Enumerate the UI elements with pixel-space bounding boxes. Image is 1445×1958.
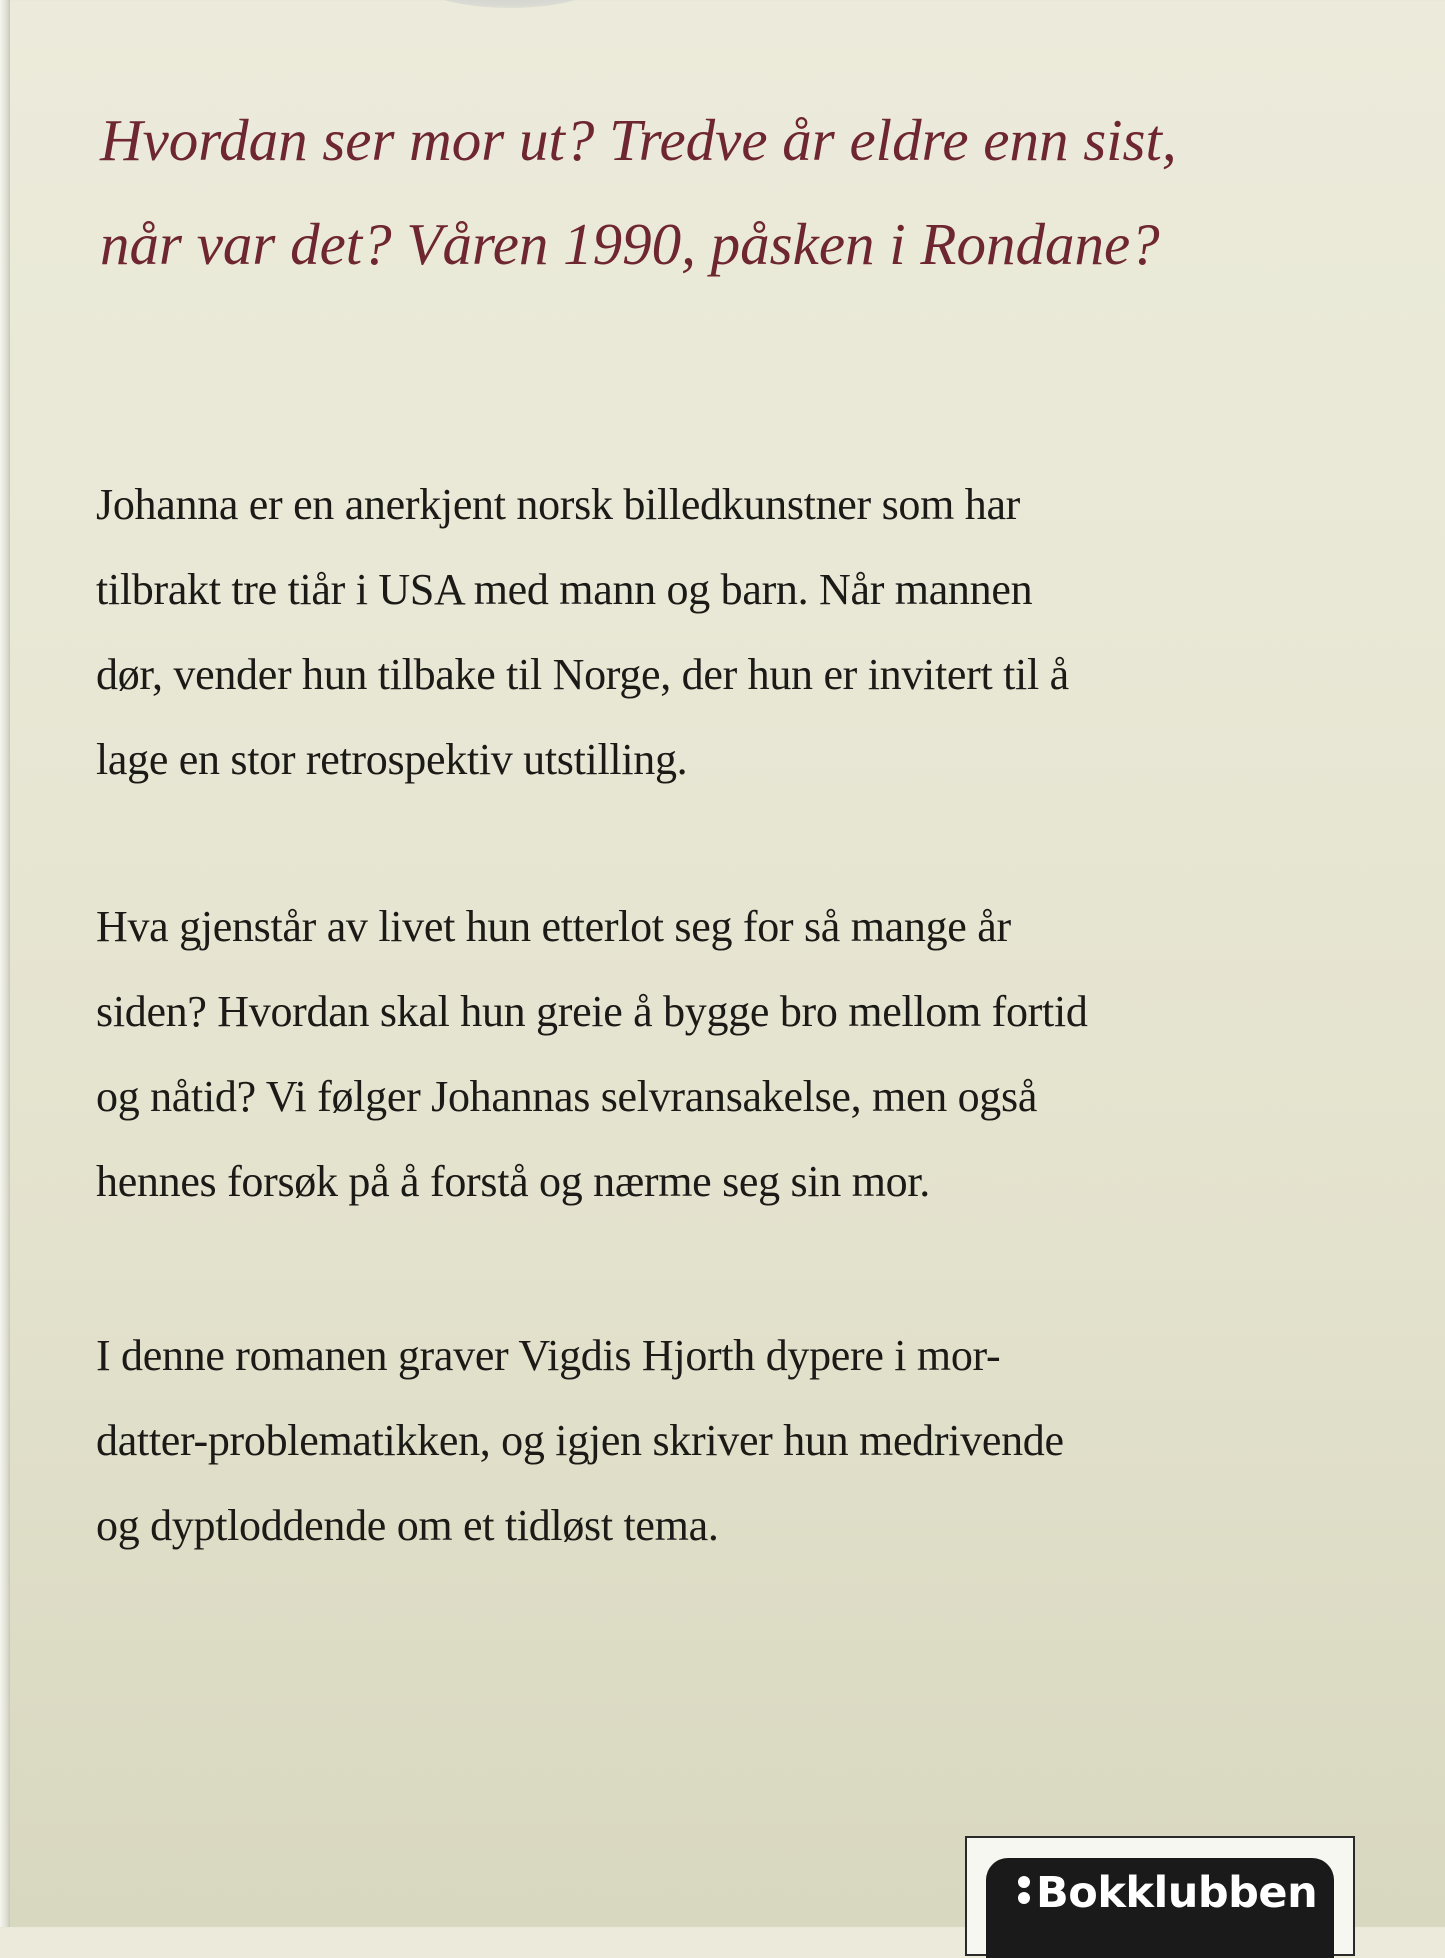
text-line: dør, vender hun tilbake til Norge, der hun er invitert til å — [96, 650, 1069, 699]
publisher-logo — [986, 1858, 1334, 1958]
cover-image-fragment — [400, 0, 620, 8]
text-line: lage en stor retrospektiv utstilling. — [96, 735, 688, 784]
tagline — [100, 88, 1340, 296]
bokklubben-dots-icon — [1018, 1876, 1032, 1908]
text-line: og nåtid? Vi følger Johannas selvransakelse, men også — [96, 1072, 1038, 1121]
text-line: og dyptloddende om et tidløst tema. — [96, 1501, 719, 1550]
publisher-logo-text: Bokklubben — [1036, 1868, 1318, 1918]
text-line: siden? Hvordan skal hun greie å bygge bro mellom fortid — [96, 987, 1088, 1036]
text-line: hennes forsøk på å forstå og nærme seg sin mor. — [96, 1157, 930, 1206]
description-paragraph-3 — [96, 1313, 1346, 1568]
text-line: Johanna er en anerkjent norsk billedkunstner som har — [96, 480, 1021, 529]
text-line: Hva gjenstår av livet hun etterlot seg for så mange år — [96, 902, 1011, 951]
description-paragraph-1 — [96, 462, 1346, 802]
text-line: tilbrakt tre tiår i USA med mann og barn. Når mannen — [96, 565, 1033, 614]
description-paragraph-2 — [96, 884, 1346, 1224]
tagline-line: når var det? Våren 1990, påsken i Rondane? — [100, 211, 1160, 277]
text-line: datter-problematikken, og igjen skriver hun medrivende — [96, 1416, 1064, 1465]
tagline-line: Hvordan ser mor ut? Tredve år eldre enn sist, — [100, 107, 1177, 173]
text-line: I denne romanen graver Vigdis Hjorth dypere i mor- — [96, 1331, 1001, 1380]
book-page-edge — [0, 0, 10, 1927]
